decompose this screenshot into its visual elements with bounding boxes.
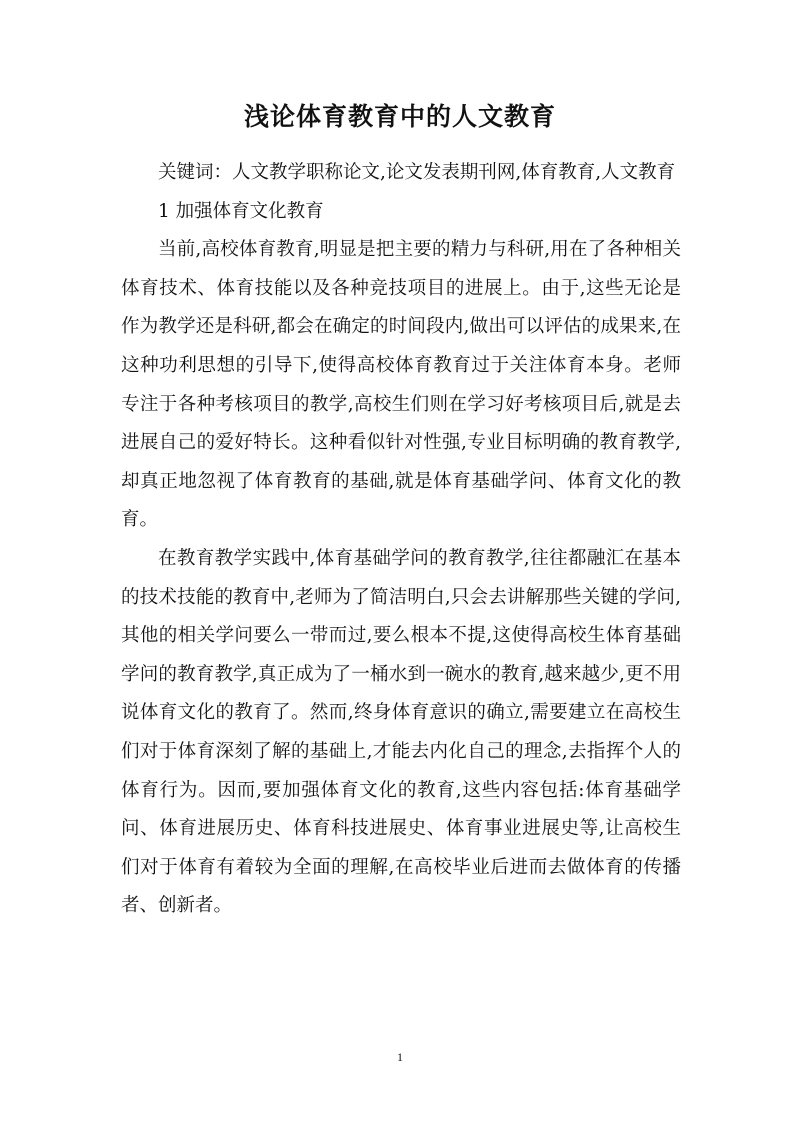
body-paragraph-2: 在教育教学实践中,体育基础学问的教育教学,往往都融汇在基本的技术技能的教育中,老师为了简洁明白,只会去讲解那些关键的学问,其他的相关学问要么一带而过,要么根本不提,这使得高校生体育基础学问的教育教学,真正成为了一桶水到一碗水的教育,越来越少,更不用说体育文化的教育了。然而,终身体育意识的确立,需要建立在高校生们对于体育深刻了解的基础上,才能去内化自己的理念,去指挥个人的体育行为。因而,要加强体育文化的教育,这些内容包括:体育基础学问、体育进展历史、体育科技进展史、体育事业进展史等,让高校生们对于体育有着较为全面的理解,在高校毕业后进而去做体育的传播者、创新者。 (121, 547, 681, 917)
document-body (121, 154, 681, 926)
body-paragraph-1: 当前,高校体育教育,明显是把主要的精力与科研,用在了各种相关体育技术、体育技能以及各种竞技项目的进展上。由于,这些无论是作为教学还是科研,都会在确定的时间段内,做出可以评估的成果来,在这种功利思想的引导下,使得高校体育教育过于关注体育本身。老师专注于各种考核项目的教学,高校生们则在学习好考核项目后,就是去进展自己的爱好特长。这种看似针对性强,专业目标明确的教育教学,却真正地忽视了体育教育的基础,就是体育基础学问、体育文化的教育。 (121, 239, 681, 531)
keywords-paragraph: 关键词：人文教学职称论文,论文发表期刊网,体育教育,人文教育 (158, 162, 676, 183)
page-number: 1 (397, 1050, 403, 1064)
document-title: 浅论体育教育中的人文教育 (243, 102, 556, 131)
section-heading: 1 加强体育文化教育 (158, 200, 324, 222)
